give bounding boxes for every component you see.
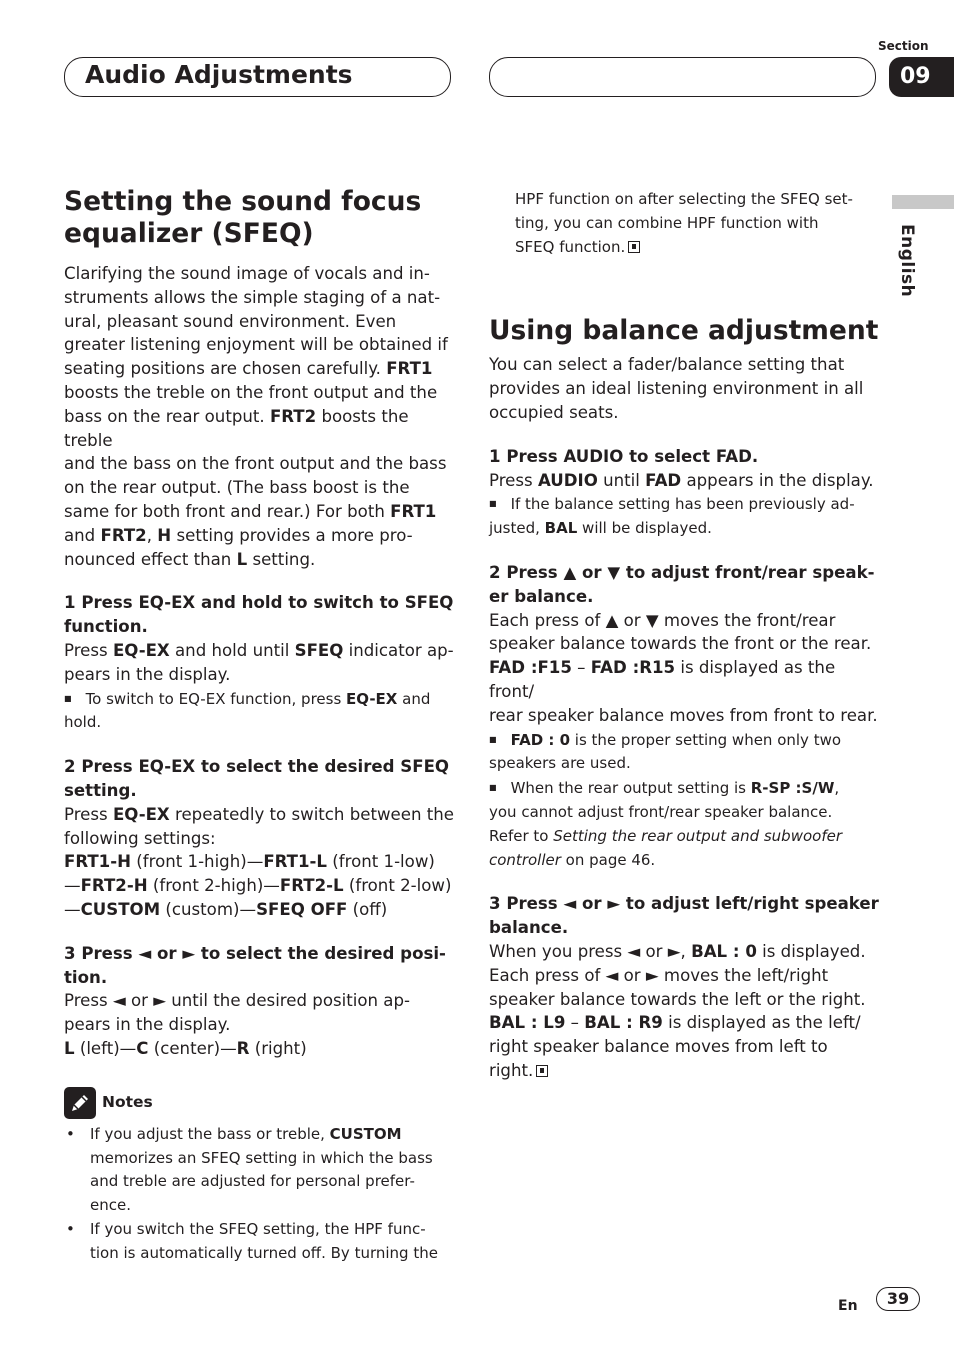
language-tab-label: English <box>897 224 917 298</box>
sfeq-heading: Setting the sound focus equalizer (SFEQ) <box>64 186 422 249</box>
right-column <box>489 188 884 1083</box>
balance-step2-note2: ■ When the rear output setting is R-SP :S/W, you cannot adjust front/rear speaker balance. Refer to Setting the rear output and subwoofer controller on page 46. <box>489 776 884 872</box>
balance-step3-body: When you press ◄ or ►, BAL : 0 is displayed. Each press of ◄ or ► moves the left/right speaker balance towards the left or the right. BAL : L9 – BAL : R9 is displayed as the left/ right speaker balance moves from left to right. <box>489 941 866 1080</box>
notes-list <box>64 1123 459 1266</box>
end-mark-icon <box>536 1065 548 1077</box>
left-column <box>64 186 459 1265</box>
footer-language: En <box>838 1298 858 1314</box>
balance-intro: You can select a fader/balance setting that provides an ideal listening environment in all occupied seats. <box>489 355 864 422</box>
sfeq-step3-title: 3 Press ◄ or ► to select the desired posi- tion. <box>64 943 446 987</box>
balance-step1-note: ■ If the balance setting has been previously ad- justed, BAL will be displayed. <box>489 492 884 541</box>
balance-heading: Using balance adjustment <box>489 315 879 347</box>
note-item: • If you switch the SFEQ setting, the HPF func- tion is automatically turned off. By turning the <box>64 1218 459 1266</box>
balance-step2-note1: ■ FAD : 0 is the proper setting when only two speakers are used. <box>489 728 884 777</box>
notes-label: Notes <box>102 1092 153 1111</box>
language-tab-marker <box>892 195 954 209</box>
balance-step1-body: Press AUDIO until FAD appears in the display. <box>489 470 874 490</box>
section-number-badge: 09 <box>889 57 954 97</box>
balance-step2-title: 2 Press ▲ or ▼ to adjust front/rear speak- er balance. <box>489 562 875 606</box>
balance-step3-title: 3 Press ◄ or ► to adjust left/right speaker balance. <box>489 894 879 938</box>
sfeq-step1-body: Press EQ-EX and hold until SFEQ indicator ap- pears in the display. <box>64 640 454 684</box>
note-item: • If you adjust the bass or treble, CUSTOM memorizes an SFEQ setting in which the bass and treble are adjusted for personal prefer- ence. <box>64 1123 459 1218</box>
sfeq-step3-body: Press ◄ or ► until the desired position ap- pears in the display. L (left)—C (center)—R (right) <box>64 991 410 1058</box>
sfeq-step2-title: 2 Press EQ-EX to select the desired SFEQ setting. <box>64 757 450 800</box>
end-mark-icon <box>628 241 640 253</box>
sfeq-note-continued: HPF function on after selecting the SFEQ set- ting, you can combine HPF function with SFEQ function. <box>515 190 853 256</box>
balance-step1-title: 1 Press AUDIO to select FAD. <box>489 446 759 466</box>
balance-step2-body: Each press of ▲ or ▼ moves the front/rear speaker balance towards the front or the rear. FAD :F15 – FAD :R15 is displayed as the front/ rear speaker balance moves from front to rear. <box>489 610 878 725</box>
sfeq-step2-body: Press EQ-EX repeatedly to switch between the following settings: FRT1-H (front 1-high)—FRT1-L (front 1-low) —FRT2-H (front 2-high)—FRT2-L (front 2-low) —CUSTOM (custom)—SFEQ OFF (off) <box>64 804 454 919</box>
page-header-title: Audio Adjustments <box>85 60 353 89</box>
header-title-bar <box>64 57 451 97</box>
section-label: Section <box>878 39 929 53</box>
page-number: 39 <box>876 1287 920 1311</box>
pencil-note-icon <box>64 1087 96 1119</box>
header-empty-bar <box>489 57 876 97</box>
sfeq-step1-note: ■ To switch to EQ-EX function, press EQ-EX and hold. <box>64 687 459 736</box>
notes-header <box>64 1087 459 1119</box>
sfeq-step1-title: 1 Press EQ-EX and hold to switch to SFEQ function. <box>64 593 454 637</box>
sfeq-intro: Clarifying the sound image of vocals and in- struments allows the simple staging of a nat- ural, pleasant sound environment. Even greater listening enjoyment will be obtained if seating positions are chosen carefully. FRT1 boosts the treble on the front output and the bass on the rear output. FRT2 boosts the treble and the bass on the front output and the bass on the rear output. (The bass boost is the same for both front and rear.) For both FRT1 and FRT2, H setting provides a more pro- nounced effect than L setting. <box>64 264 448 569</box>
